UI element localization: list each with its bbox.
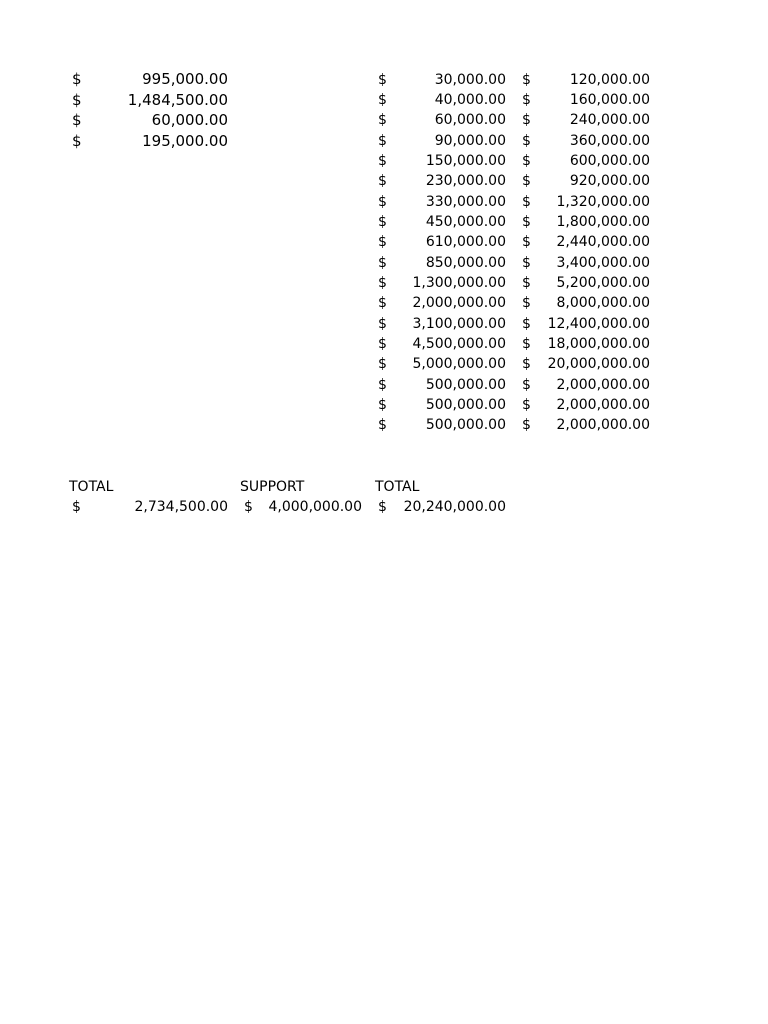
table-cell-col2: 8,000,000.00 xyxy=(556,295,650,312)
currency-symbol: $ xyxy=(378,132,387,149)
total-value-2: 20,240,000.00 xyxy=(403,499,506,515)
currency-symbol: $ xyxy=(378,91,387,108)
currency-symbol: $ xyxy=(378,336,387,353)
currency-symbol: $ xyxy=(378,295,387,312)
currency-symbol: $ xyxy=(378,417,387,434)
currency-symbol: $ xyxy=(522,356,531,373)
table-cell-col1: 850,000.00 xyxy=(425,254,506,271)
currency-symbol: $ xyxy=(522,376,531,393)
table-cell-col2: 160,000.00 xyxy=(569,91,650,108)
table-cell-col2: 18,000,000.00 xyxy=(547,336,650,353)
table-cell-col2: 2,000,000.00 xyxy=(556,376,650,393)
support-value: 4,000,000.00 xyxy=(268,499,362,515)
table-cell-col1: 500,000.00 xyxy=(425,376,506,393)
left-amount: 995,000.00 xyxy=(142,70,228,88)
table-cell-col2: 20,000,000.00 xyxy=(547,356,650,373)
currency-symbol: $ xyxy=(522,275,531,291)
currency-symbol: $ xyxy=(522,397,531,414)
currency-symbol: $ xyxy=(72,131,82,150)
support-label: SUPPORT xyxy=(240,479,305,495)
currency-symbol: $ xyxy=(72,499,81,515)
currency-symbol: $ xyxy=(244,499,253,515)
currency-symbol: $ xyxy=(378,397,387,414)
currency-symbol: $ xyxy=(522,112,531,129)
currency-symbol: $ xyxy=(522,71,531,88)
table-cell-col2: 600,000.00 xyxy=(569,152,650,169)
table-cell-col1: 60,000.00 xyxy=(434,112,506,129)
table-cell-col1: 90,000.00 xyxy=(434,132,506,149)
currency-symbol: $ xyxy=(378,234,387,251)
total-label-2: TOTAL xyxy=(375,479,420,495)
currency-symbol: $ xyxy=(378,152,387,169)
table-cell-col2: 2,000,000.00 xyxy=(556,417,650,434)
table-cell-col1: 330,000.00 xyxy=(425,193,506,210)
table-cell-col1: 2,000,000.00 xyxy=(412,295,506,312)
table-cell-col2: 240,000.00 xyxy=(569,112,650,129)
table-cell-col2: 3,400,000.00 xyxy=(556,254,650,271)
currency-symbol: $ xyxy=(378,193,387,210)
left-amount: 195,000.00 xyxy=(142,131,228,150)
table-cell-col1: 150,000.00 xyxy=(425,152,506,169)
currency-symbol: $ xyxy=(378,376,387,393)
currency-symbol: $ xyxy=(522,417,531,434)
currency-symbol: $ xyxy=(522,234,531,251)
currency-symbol: $ xyxy=(378,112,387,129)
currency-symbol: $ xyxy=(522,336,531,353)
table-cell-col1: 4,500,000.00 xyxy=(412,336,506,353)
currency-symbol: $ xyxy=(522,152,531,169)
currency-symbol: $ xyxy=(72,70,82,88)
table-cell-col1: 3,100,000.00 xyxy=(412,315,506,332)
currency-symbol: $ xyxy=(378,173,387,190)
table-cell-col2: 12,400,000.00 xyxy=(547,315,650,332)
table-cell-col2: 120,000.00 xyxy=(569,71,650,88)
currency-symbol: $ xyxy=(378,275,387,291)
table-cell-col2: 1,320,000.00 xyxy=(556,193,650,210)
currency-symbol: $ xyxy=(378,315,387,332)
table-cell-col2: 1,800,000.00 xyxy=(556,213,650,230)
currency-symbol: $ xyxy=(522,173,531,190)
currency-symbol: $ xyxy=(378,71,387,88)
total-value-1: 2,734,500.00 xyxy=(134,499,228,515)
currency-symbol: $ xyxy=(378,499,387,515)
table-cell-col1: 230,000.00 xyxy=(425,173,506,190)
currency-symbol: $ xyxy=(522,91,531,108)
table-cell-col1: 1,300,000.00 xyxy=(412,275,506,291)
table-cell-col1: 500,000.00 xyxy=(425,417,506,434)
currency-symbol: $ xyxy=(522,295,531,312)
total-label-1: TOTAL xyxy=(69,479,114,495)
currency-symbol: $ xyxy=(522,315,531,332)
table-cell-col1: 40,000.00 xyxy=(434,91,506,108)
table-cell-col1: 450,000.00 xyxy=(425,213,506,230)
currency-symbol: $ xyxy=(522,193,531,210)
currency-symbol: $ xyxy=(522,254,531,271)
table-cell-col2: 5,200,000.00 xyxy=(556,275,650,291)
left-amount: 1,484,500.00 xyxy=(127,90,228,109)
currency-symbol: $ xyxy=(522,213,531,230)
table-cell-col1: 5,000,000.00 xyxy=(412,356,506,373)
currency-symbol: $ xyxy=(378,213,387,230)
table-cell-col2: 2,000,000.00 xyxy=(556,397,650,414)
table-cell-col2: 360,000.00 xyxy=(569,132,650,149)
currency-symbol: $ xyxy=(72,111,82,129)
currency-symbol: $ xyxy=(522,132,531,149)
table-cell-col1: 500,000.00 xyxy=(425,397,506,414)
table-cell-col1: 30,000.00 xyxy=(434,71,506,88)
currency-symbol: $ xyxy=(72,90,82,109)
currency-symbol: $ xyxy=(378,356,387,373)
table-cell-col2: 2,440,000.00 xyxy=(556,234,650,251)
table-cell-col1: 610,000.00 xyxy=(425,234,506,251)
table-cell-col2: 920,000.00 xyxy=(569,173,650,190)
left-amount: 60,000.00 xyxy=(151,111,228,129)
currency-symbol: $ xyxy=(378,254,387,271)
